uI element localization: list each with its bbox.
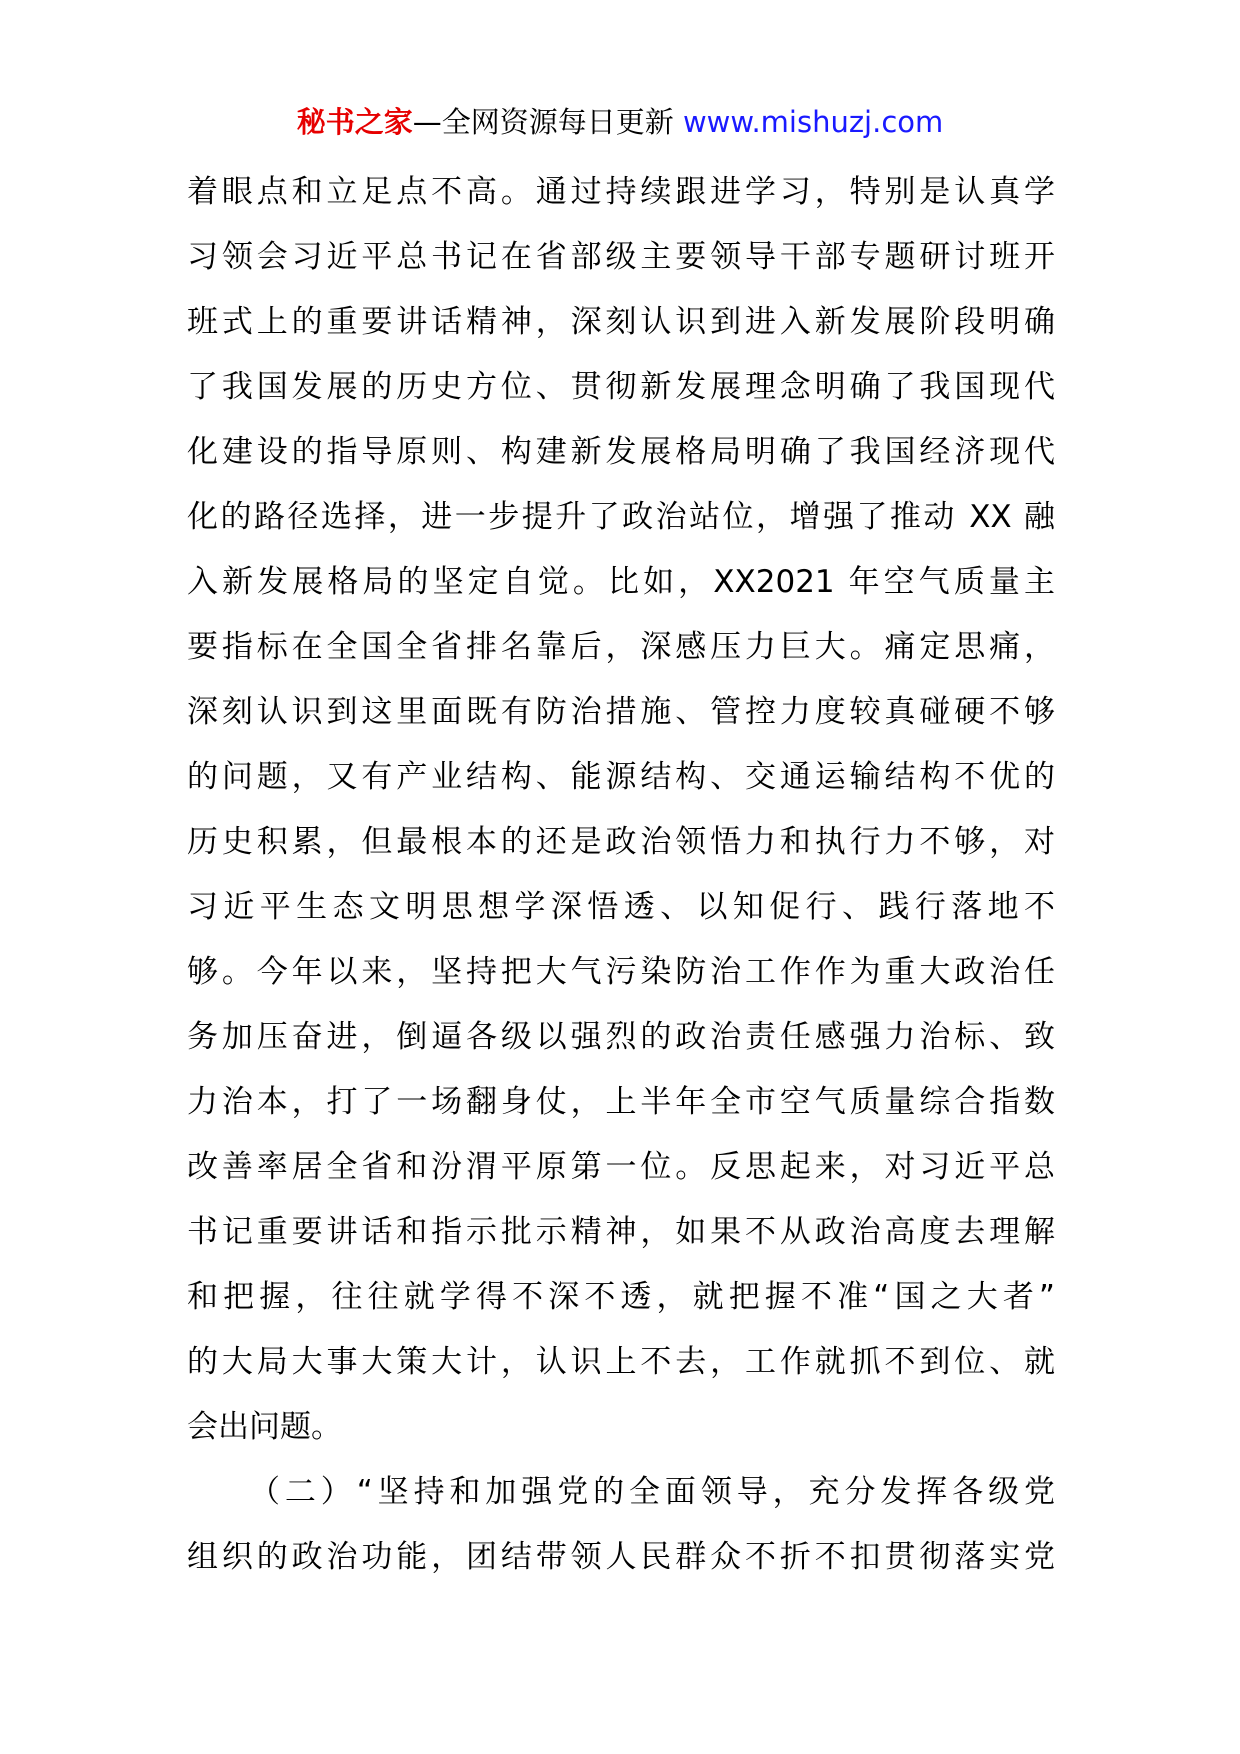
text-line: 了我国发展的历史方位、贯彻新发展理念明确了我国现代 — [187, 369, 1055, 405]
text-line: 着眼点和立足点不高。通过持续跟进学习，特别是认真学 — [187, 174, 1055, 210]
text-line: 化建设的指导原则、构建新发展格局明确了我国经济现代 — [187, 434, 1055, 470]
header-slogan: —全网资源每日更新 — [412, 105, 674, 139]
text-line: 书记重要讲话和指示批示精神，如果不从政治高度去理解 — [187, 1214, 1055, 1250]
text-line: 和把握，往往就学得不深不透，就把握不准“国之大者” — [187, 1279, 1055, 1315]
section-heading-line: （二）“坚持和加强党的全面领导，充分发挥各级党 — [249, 1474, 1055, 1510]
text-line: 的问题，又有产业结构、能源结构、交通运输结构不优的 — [187, 759, 1055, 795]
text-line: 班式上的重要讲话精神，深刻认识到进入新发展阶段明确 — [187, 304, 1055, 340]
text-line: 要指标在全国全省排名靠后，深感压力巨大。痛定思痛， — [187, 629, 1055, 665]
text-line: 习近平生态文明思想学深悟透、以知促行、践行落地不 — [187, 889, 1055, 925]
text-line: 组织的政治功能，团结带领人民群众不折不扣贯彻落实党 — [187, 1539, 1055, 1575]
text-line: 够。今年以来，坚持把大气污染防治工作作为重大政治任 — [187, 954, 1055, 990]
brand-name: 秘书之家 — [296, 105, 413, 139]
text-line: 历史积累，但最根本的还是政治领悟力和执行力不够，对 — [187, 824, 1055, 860]
text-line: 习领会习近平总书记在省部级主要领导干部专题研讨班开 — [187, 239, 1055, 275]
site-header — [0, 100, 1240, 144]
text-line: 化的路径选择，进一步提升了政治站位，增强了推动 XX 融 — [187, 499, 1055, 535]
paragraph-end-line: 会出问题。 — [187, 1409, 342, 1445]
text-line: 深刻认识到这里面既有防治措施、管控力度较真碰硬不够 — [187, 694, 1055, 730]
site-url-link[interactable]: www.mishuzj.com — [682, 105, 944, 139]
text-line: 力治本，打了一场翻身仗，上半年全市空气质量综合指数 — [187, 1084, 1055, 1120]
text-line: 入新发展格局的坚定自觉。比如，XX2021 年空气质量主 — [187, 564, 1055, 600]
document-body — [187, 160, 1055, 1590]
text-line: 务加压奋进，倒逼各级以强烈的政治责任感强力治标、致 — [187, 1019, 1055, 1055]
text-line: 的大局大事大策大计，认识上不去，工作就抓不到位、就 — [187, 1344, 1055, 1380]
text-line: 改善率居全省和汾渭平原第一位。反思起来，对习近平总 — [187, 1149, 1055, 1185]
